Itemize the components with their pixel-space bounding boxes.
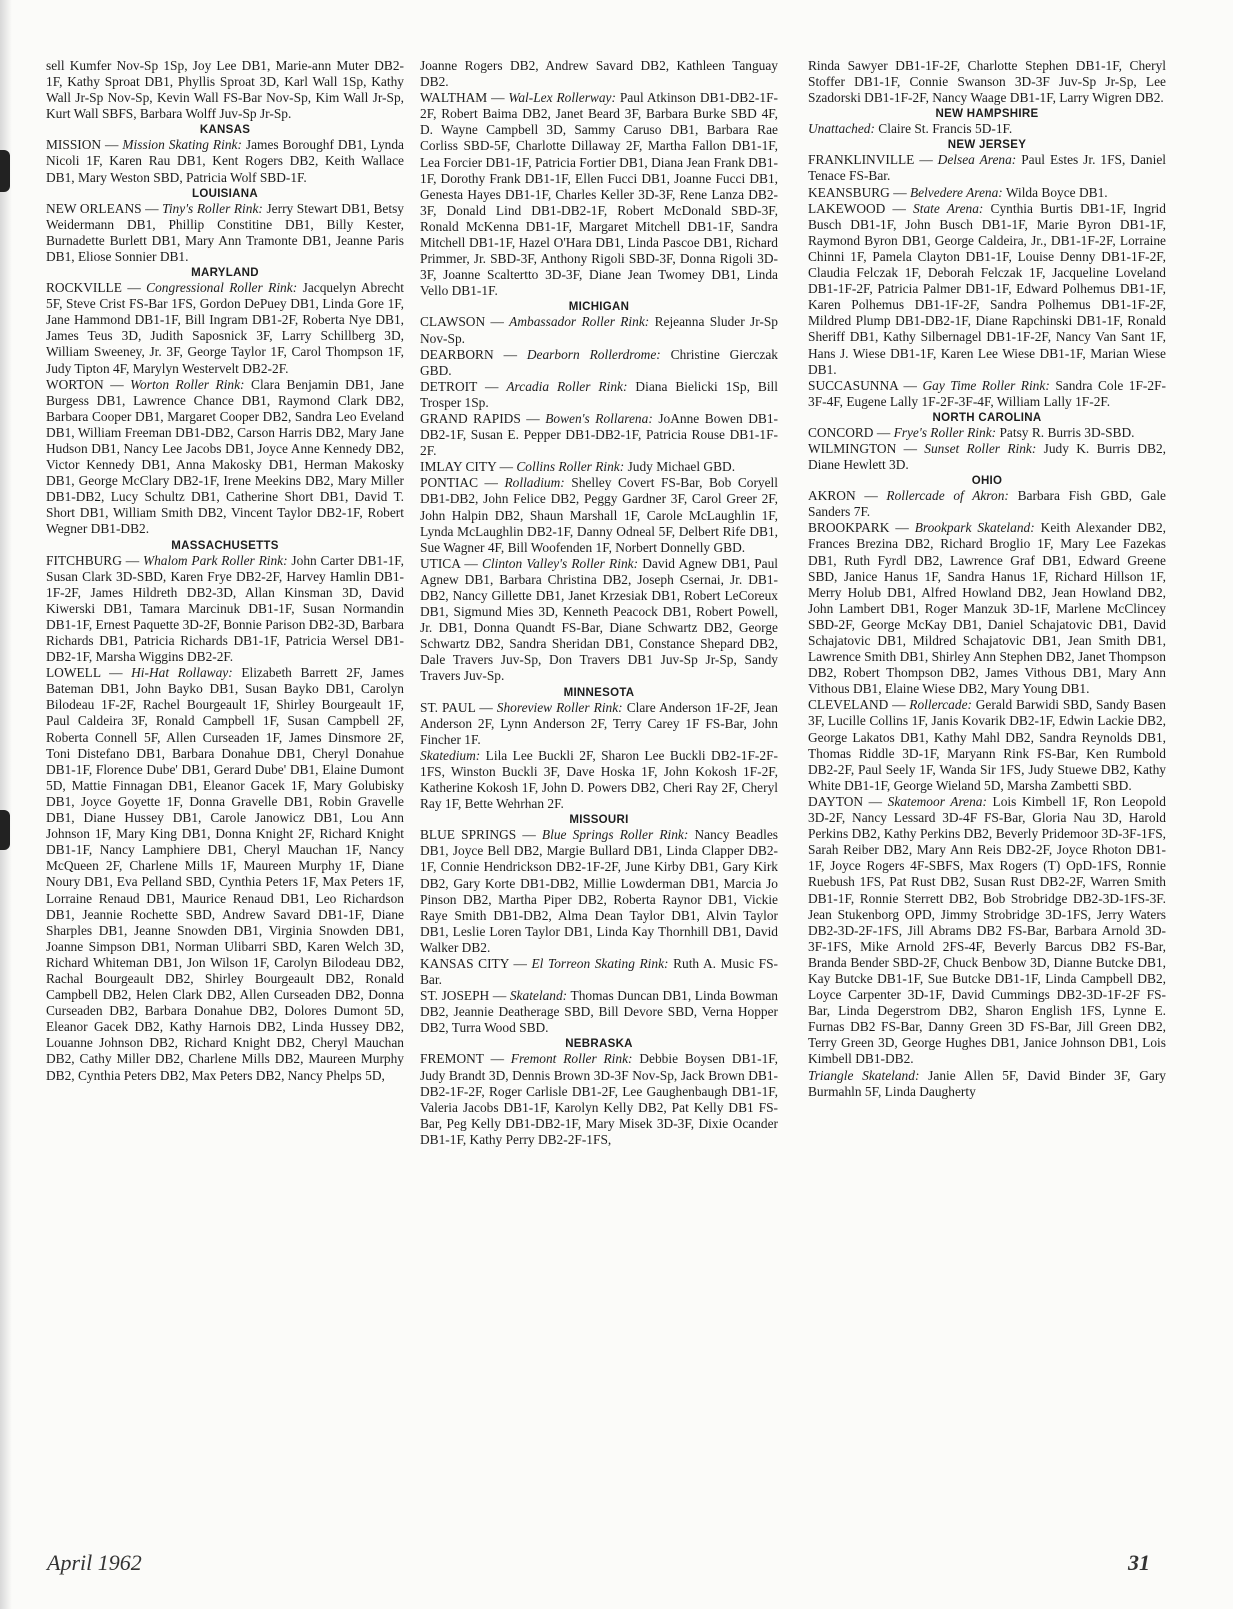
text-column-1 <box>46 58 404 1084</box>
skater-list: Wilda Boyce DB1. <box>1005 184 1108 200</box>
skater-list: Nancy Beadles DB1, Joyce Bell DB2, Margie Bullard DB1, Linda Clapper DB2-1F, Connie Hendrickson DB2-1F-2F, June Kirby DB1, Gary Kirk DB2, Gary Korte DB1-DB2, Millie Lowderman DB1, Marcia Jo Pinson DB2, Martha Piper DB2, Roberta Raynor DB1, Vickie Raye Smith DB1-DB2, Alma Dean Taylor DB1, Alvin Taylor DB1, Leslie Loren Taylor DB1, Linda Kay Thornhill DB1, David Walker DB2. <box>420 827 778 955</box>
state-heading: MASSACHUSETTS <box>171 539 279 552</box>
skater-list: Ruth A. Music FS-Bar. <box>420 955 778 988</box>
skater-list: Janie Allen 5F, David Binder 3F, Gary Burmahln 5F, Linda Daugherty <box>808 1067 1166 1099</box>
city-name: FRANKLINVILLE <box>808 152 915 168</box>
rink-entry: WILMINGTON — Sunset Roller Rink: Judy K. Burris DB2, Diane Hewlett 3D. <box>808 440 1166 473</box>
rink-name: Frye's Roller Rink: <box>893 424 997 440</box>
skater-list: Debbie Boysen DB1-1F, Judy Brandt 3D, Dennis Brown 3D-3F Nov-Sp, Jack Brown DB1-DB2-1F-2F, Roger Carlisle DB1-2F, Lee Gaughenbaugh DB1-1F, Valeria Jacobs DB1-1F, Karolyn Kelly DB2, Pat Kelly DB1 FS-Bar, Peg Kelly DB1-DB2-1F, Mary Misek 3D-3F, Dixie Ocander DB1-1F, Kathy Perry DB2-2F-1FS, <box>420 1051 778 1147</box>
rink-entry: DAYTON — Skatemoor Arena: Lois Kimbell 1F, Ron Leopold 3D-2F, Nancy Lessard 3D-4F FS-Bar, Gloria Nau 3D, Harold Perkins DB2, Kathy Perkins DB2, Beverly Pridemoor 3D-3F-1FS, Sarah Reiber DB2, Mary Ann Reis DB2-2F, Joyce Rhoton DB1-1F, Joyce Rogers 4F-SBFS, Max Rogers (T) OpD-1FS, Ronnie Ruebush 1FS, Pat Rust DB2, Susan Rust DB2-2F, Warren Smith DB1-1F, Ronnie Sterrett DB2, Bob Strobridge DB2-3D-1FS-3F. Jean Stukenborg OPD, Jimmy Strobridge 3D-1FS, Jerry Waters DB2-3D-2F-1FS, Jill Abrams DB2 FS-Bar, Barbara Arnold 3D-3F-1FS, Mike Arnold 2FS-4F, Beverly Barcus DB2 FS-Bar, Branda Bender SBD-2F, Chuck Benbow 3D, Dianne Butcke DB1, Kay Butcke DB1-1F, Sue Butcke DB1-1F, Linda Campbell DB2, Loyce Carpenter 3D-1F, David Cummings DB2-3D-1F-2F FS-Bar, Linda Degerstrom DB2, Sharon English 1FS, Lynne E. Furnas DB2 FS-Bar, Danny Green 3D FS-Bar, Jill Green DB2, Terry Green 3D, George Hughes DB1, Janice Johnson DB1, Lois Kimbell DB1-DB2. <box>808 793 1166 1067</box>
rink-entry: BLUE SPRINGS — Blue Springs Roller Rink: Nancy Beadles DB1, Joyce Bell DB2, Margie Bullard DB1, Linda Clapper DB2-1F, Connie Hendrickson DB2-1F-2F, June Kirby DB1, Gary Kirk DB2, Gary Korte DB1-DB2, Millie Lowderman DB1, Marcia Jo Pinson DB2, Martha Piper DB2, Roberta Raynor DB1, Vickie Raye Smith DB1-DB2, Alma Dean Taylor DB1, Alvin Taylor DB1, Leslie Loren Taylor DB1, Linda Kay Thornhill DB1, David Walker DB2. <box>420 827 778 955</box>
rink-entry: ST. JOSEPH — Skateland: Thomas Duncan DB1, Linda Bowman DB2, Jeannie Deatherage SBD, Bill Devore SBD, Verna Hopper DB2, Turra Wood SBD. <box>420 988 778 1036</box>
rink-name: Worton Roller Rink: <box>130 376 245 392</box>
rink-entry: LAKEWOOD — State Arena: Cynthia Burtis DB1-1F, Ingrid Busch DB1-1F, John Busch DB1-1F, Marie Byron DB1-1F, Raymond Byron DB1, George Caldeira, Jr., DB1-1F-2F, Lorraine Chinni 1F, Pamela Clayton DB1-1F, Louise Denny DB1-1F-2F, Claudia Felczak 1F, Deborah Felczak 1F, Jacqueline Loveland DB1-1F-2F, Patricia Palmer DB1-1F, Edward Polhemus DB1-1F, Karen Polhemus DB1-1F-2F, Sandra Polhemus DB1-1F-2F, Mildred Plump DB1-DB2-1F, Diane Rapchinski DB1-1F, Ronald Sheriff DB1, Kathy Silbernagel DB1-1F-2F, Nancy Van Sant 1F, Hans J. Wiese DB1-1F, Karen Lee Wiese DB1-1F, Marian Wiese DB1. <box>808 200 1166 377</box>
rink-entry: LOWELL — Hi-Hat Rollaway: Elizabeth Barrett 2F, James Bateman DB1, John Bayko DB1, Susan Bayko DB1, Carolyn Bilodeau 1F-2F, Rachel Bourgeault 1F, Shirley Bourgeault 1F, Paul Caldeira 3F, Ronald Campbell 1F, Susan Campbell 2F, Roberta Connell 5F, Allen Curseaden 1F, James Dinsmore 2F, Toni Distefano DB1, Barbara Donahue DB1, Cheryl Donahue DB1-1F, Florence Dube' DB1, Gerard Dube' DB1, Elaine Dumont 5D, Mattie Finnagan DB1, Eleanor Gacek 1F, Mary Golubisky DB1, Joyce Goyette 1F, Donna Gravelle DB1, Robin Gravelle DB1, Diane Hussey DB1, Carole Janowicz DB1, Lou Ann Johnson 1F, Mary King DB1, Donna Knight 2F, Richard Knight DB1-1F, Nancy Lamphiere DB1, Cheryl Mauchan 1F, Nancy McQueen 2F, Charlene Mills 1F, Maureen Murphy 1F, Diane Noury DB1, Eva Pelland SBD, Cynthia Peters 1F, Max Peters 1F, Lorraine Renaud DB1, Maurice Renaud DB1, Leo Richardson DB1, Jeannie Rochette SBD, Andrew Savard DB1-1F, Diane Sharples DB1, Jeanne Snowden DB1, Virginia Snowden DB1, Joanne Simpson DB1, Norman Ulibarri SBD, Karen Welch 3D, Richard Whiteman DB1, Jon Wilson 1F, Carolyn Bilodeau DB2, Rachal Bourgeault DB2, Shirley Bourgeault DB2, Ronald Campbell DB2, Helen Clark DB2, Allen Curseaden DB2, Donna Curseaden DB2, Barbara Donahue DB2, Dolores Dumont 5D, Eleanor Gacek DB2, Kathy Harnois DB2, Linda Hussey DB2, Louanne Johnson DB2, Richard Knight DB2, Cheryl Mauchan DB2, Cathy Miller DB2, Charlene Mills DB2, Maureen Murphy DB2, Cynthia Peters DB2, Max Peters DB2, Nancy Phelps 5D, <box>46 665 404 1083</box>
city-name: WORTON <box>46 376 104 392</box>
rink-name: Rollercade of Akron: <box>886 488 1009 504</box>
city-name: CLAWSON <box>420 314 486 330</box>
roster-continuation: Rinda Sawyer DB1-1F-2F, Charlotte Stephen DB1-1F, Cheryl Stoffer DB1-1F, Connie Swanson 3D-3F Juv-Sp Jr-Sp, Lee Szadorski DB1-1F-2F, Nancy Waage DB1-1F, Larry Wigren DB2. <box>808 58 1166 106</box>
rink-name: Whalom Park Roller Rink: <box>142 552 288 568</box>
rink-entry: DETROIT — Arcadia Roller Rink: Diana Bielicki 1Sp, Bill Trosper 1Sp. <box>420 378 778 410</box>
rink-name: Mission Skating Rink: <box>122 137 242 153</box>
rink-entry: WORTON — Worton Roller Rink: Clara Benjamin DB1, Jane Burgess DB1, Lawrence Chance DB1, Raymond Clark DB2, Barbara Cooper DB1, Margaret Cooper DB2, Sandra Leo Eveland DB1, William Freeman DB1-DB2, Carson Harris DB2, Mary Jane Hudson DB1, Nancy Lee Jacobs DB1, Joyce Anne Kennedy DB2, Victor Kennedy DB1, Anna Makosky DB1, Herman Makosky DB1, George McClary DB2-1F, Irene Meekins DB2, Mary Miller DB1-DB2, Lucy Schultz DB1, Catherine Short DB1, David T. Short DB1, William Smith DB2, Vincent Taylor DB2-1F, Robert Wegner DB1-DB2. <box>46 376 404 537</box>
binding-hole <box>0 150 10 192</box>
state-heading: MARYLAND <box>191 267 259 280</box>
binding-hole <box>0 810 10 850</box>
rink-name: Bowen's Rollarena: <box>545 410 653 426</box>
city-name: DETROIT <box>420 378 478 394</box>
text-column-3 <box>808 58 1166 1100</box>
city-name: GRAND RAPIDS <box>420 410 521 426</box>
rink-entry: MISSION — Mission Skating Rink: James Boroughf DB1, Lynda Nicoli 1F, Karen Rau DB1, Kent Rogers DB2, Keith Wallace DB1, Mary Weston SBD, Patricia Wolf SBD-1F. <box>46 137 404 185</box>
city-name: IMLAY CITY <box>420 459 497 475</box>
state-heading: KANSAS <box>199 124 251 137</box>
skater-list: Diana Bielicki 1Sp, Bill Trosper 1Sp. <box>420 378 778 410</box>
issue-date: April 1962 <box>47 1550 142 1575</box>
rink-entry: SUCCASUNNA — Gay Time Roller Rink: Sandra Cole 1F-2F-3F-4F, Eugene Lally 1F-2F-3F-4F, William Lally 1F-2F. <box>808 377 1166 409</box>
city-name: CLEVELAND <box>808 697 889 713</box>
city-name: NEW ORLEANS <box>46 200 142 216</box>
rink-entry: KANSAS CITY — El Torreon Skating Rink: Ruth A. Music FS-Bar. <box>420 955 778 988</box>
rink-name: Rollercade: <box>909 697 972 713</box>
rink-name: Hi-Hat Rollaway: <box>131 665 233 681</box>
city-name: WILMINGTON <box>808 440 897 456</box>
skater-list: Clare Anderson 1F-2F, Jean Anderson 2F, Lynn Anderson 2F, Terry Carey 1F FS-Bar, John Fincher 1F. <box>420 699 778 747</box>
state-heading: NEW JERSEY <box>947 139 1027 152</box>
rink-entry: PONTIAC — Rolladium: Shelley Covert FS-Bar, Bob Coryell DB1-DB2, John Felice DB2, Peggy Gardner 3F, Carol Greer 2F, John Halpin DB2, Shaun Marshall 1F, Carole McLaughlin 1F, Lynda McLaughlin DB2-1F, Danny Odneal 5F, Delbert Rife DB1, Sue Wagner 4F, Bill Woofenden 1F, Norbert Donnelly GBD. <box>420 475 778 555</box>
rink-entry: AKRON — Rollercade of Akron: Barbara Fish GBD, Gale Sanders 7F. <box>808 488 1166 520</box>
skater-list: Paul Estes Jr. 1FS, Daniel Tenace FS-Bar. <box>808 152 1166 184</box>
rink-name: Tiny's Roller Rink: <box>162 200 263 216</box>
skater-list: Cynthia Burtis DB1-1F, Ingrid Busch DB1-1F, John Busch DB1-1F, Marie Byron DB1-1F, Raymond Byron DB1, George Caldeira, Jr., DB1-1F-2F, Lorraine Chinni 1F, Pamela Clayton DB1-1F, Louise Denny DB1-1F-2F, Claudia Felczak 1F, Deborah Felczak 1F, Jacqueline Loveland DB1-1F-2F, Patricia Palmer DB1-1F, Edward Polhemus DB1-1F, Karen Polhemus DB1-1F-2F, Sandra Polhemus DB1-1F-2F, Mildred Plump DB1-DB2-1F, Diane Rapchinski DB1-1F, Ronald Sheriff DB1, Kathy Silbernagel DB1-1F-2F, Nancy Van Sant 1F, Hans J. Wiese DB1-1F, Karen Lee Wiese DB1-1F, Marian Wiese DB1. <box>808 200 1166 377</box>
state-heading: NEW HAMPSHIRE <box>935 108 1039 121</box>
rink-name: Ambassador Roller Rink: <box>509 314 650 330</box>
rink-entry <box>808 121 1166 137</box>
rink-name: Skatemoor Arena: <box>887 793 987 809</box>
skater-list: John Carter DB1-1F, Susan Clark 3D-SBD, Karen Frye DB2-2F, Harvey Hamlin DB1-1F-2F, James Hildreth DB2-3D, Allan Kinsman 3D, David Kiwerski DB1, Tamara Marcinuk DB1-1F, Susan Normandin DB1-1F, Ernest Paquette 3D-2F, Bonnie Parison DB2-3D, Barbara Richards DB1, Patricia Richards DB1-1F, Patricia Wersel DB1-DB2-1F, Marsha Wiggins DB2-2F. <box>46 552 404 665</box>
skater-list: Judy Michael GBD. <box>627 459 736 475</box>
page-number: 31 <box>1128 1550 1150 1575</box>
page-edge-shadow <box>0 0 12 1609</box>
skater-list: James Boroughf DB1, Lynda Nicoli 1F, Karen Rau DB1, Kent Rogers DB2, Keith Wallace DB1, Mary Weston SBD, Patricia Wolf SBD-1F. <box>46 137 404 185</box>
city-name: MISSION <box>46 137 102 153</box>
rink-entry: FITCHBURG — Whalom Park Roller Rink: John Carter DB1-1F, Susan Clark 3D-SBD, Karen Frye DB2-2F, Harvey Hamlin DB1-1F-2F, James Hildreth DB2-3D, Allan Kinsman 3D, David Kiwerski DB1, Tamara Marcinuk DB1-1F, Susan Normandin DB1-1F, Ernest Paquette 3D-2F, Bonnie Parison DB2-3D, Barbara Richards DB1, Patricia Richards DB1-1F, Patricia Wersel DB1-DB2-1F, Marsha Wiggins DB2-2F. <box>46 552 404 665</box>
skater-list: Judy K. Burris DB2, Diane Hewlett 3D. <box>808 440 1166 473</box>
skater-list: Barbara Fish GBD, Gale Sanders 7F. <box>808 488 1166 520</box>
rink-entry: CLAWSON — Ambassador Roller Rink: Rejeanna Sluder Jr-Sp Nov-Sp. <box>420 314 778 346</box>
rink-entry: CONCORD — Frye's Roller Rink: Patsy R. Burris 3D-SBD. <box>808 424 1135 440</box>
city-name: FREMONT <box>420 1051 484 1067</box>
rink-name: Blue Springs Roller Rink: <box>541 827 689 843</box>
rink-name: Triangle Skateland: <box>808 1067 920 1083</box>
rink-entry: ROCKVILLE — Congressional Roller Rink: Jacquelyn Abrecht 5F, Steve Crist FS-Bar 1FS, Gordon DePuey DB1, Linda Gore 1F, Jane Hammond DB1-1F, Bill Ingram DB1-2F, Roberta Nye DB1, James Teus 3D, Judith Saposnick 3F, Larry Schillberg 3D, William Sweeney, Jr. 3F, George Taylor 1F, Carol Thompson 1F, Judy Tipton 4F, Marylyn Westervelt DB2-2F. <box>46 280 405 376</box>
rink-name: Skatedium: <box>420 747 481 763</box>
city-name: BROOKPARK <box>808 520 890 536</box>
skater-list: Keith Alexander DB2, Frances Brezina DB2, Richard Broglio 1F, Mary Lee Fazekas DB1, Ruth Fyrdl DB2, Lawrence Graf DB1, Edward Greene SBD, Janice Hanus 1F, Sandra Hanus 1F, Richard Hillson 1F, Merry Holub DB1, Alfred Howland DB2, Jean Howland DB2, John Lambert DB1, Roger Manzuk 3D-1F, Marlene McClincey SBD-2F, George McKay DB1, Daniel Schajatovic DB1, David Schajatovic DB1, Mildred Schajatovic DB1, Jean Smith DB1, Lawrence Smith DB1, Shirley Ann Stephen DB2, Janet Thompson DB2, Robert Thompson DB2, James Vithous DB1, Mary Ann Vithous DB1, Elaine Wiese DB2, Mary Young DB1. <box>808 520 1166 697</box>
rink-entry <box>420 748 778 812</box>
rink-name: Clinton Valley's Roller Rink: <box>481 555 639 571</box>
city-name: DEARBORN <box>420 346 494 362</box>
rink-entry: KEANSBURG — Belvedere Arena: Wilda Boyce DB1. <box>808 184 1108 200</box>
rink-name: Wal-Lex Rollerway: <box>508 90 616 106</box>
state-heading: MISSOURI <box>569 814 629 827</box>
skater-list: Lila Lee Buckli 2F, Sharon Lee Buckli DB2-1F-2F-1FS, Winston Buckli 3F, Dave Hoska 1F, John Kokosh 1F-2F, Katherine Kokosh 1F, John D. Powers DB2, Cheri Ray 2F, Cheryl Ray 1F, Bette Wehrhan 2F. <box>420 747 778 812</box>
city-name: UTICA <box>420 555 461 571</box>
skater-list: Gerald Barwidi SBD, Sandy Basen 3F, Lucille Collins 1F, Janis Kovarik DB2-1F, Edwin Lackie DB2, George Lakatos DB1, Kathy Mahl DB2, Sandra Reynolds DB1, Thomas Riddle 3D-1F, Maryann Rink FS-Bar, Ken Rumbold DB2-2F, Paul Seely 1F, Wanda Sir 1FS, Judy Stuewe DB2, Kathy White DB1-1F, George Wieland 5D, Marsha Zambetti SBD. <box>808 697 1166 793</box>
rink-entry: FRANKLINVILLE — Delsea Arena: Paul Estes Jr. 1FS, Daniel Tenace FS-Bar. <box>808 152 1166 184</box>
skater-list: Claire St. Francis 5D-1F. <box>878 121 1013 137</box>
city-name: BLUE SPRINGS <box>420 827 517 843</box>
rink-name: Rolladium: <box>504 475 565 491</box>
skater-list: Sandra Cole 1F-2F-3F-4F, Eugene Lally 1F-2F-3F-4F, William Lally 1F-2F. <box>808 377 1166 409</box>
city-name: DAYTON <box>808 793 864 809</box>
rink-entry: WALTHAM — Wal-Lex Rollerway: Paul Atkinson DB1-DB2-1F-2F, Robert Baima DB2, Janet Beard 3F, Barbara Burke SBD 4F, D. Wayne Campbell 3D, Sammy Caruso DB1, Barbara Rae Corliss SBD-5F, Charlotte Dillaway 2F, Martha Fallon DB1-1F, Lea Forcier DB1-1F, Patricia Fortier DB1, Diana Jean Frank DB1-1F, Dorothy Frank DB1-1F, Ellen Fucci DB1, Joanne Fucci DB1, Genesta Hayes DB1-1F, Charles Keller 3D-3F, Rene Lanza DB2-3F, Donald Lind DB1-DB2-1F, Robert McDonald SBD-3F, Ronald McKenna DB1-1F, Margaret Mitchell DB1-1F, Sandra Mitchell DB1-1F, Hazel O'Hara DB1, Linda Pascoe DB1, Richard Primmer, Jr. SBD-3F, Anthony Rigoli SBD-3F, Donna Rigoli 3D-3F, Joanne Scaltertto 3D-3F, Diane Jean Twomey DB1, Linda Vello DB1-1F. <box>420 90 778 299</box>
city-name: KEANSBURG <box>808 184 890 200</box>
rink-name: Delsea Arena: <box>937 152 1017 168</box>
rink-entry: UTICA — Clinton Valley's Roller Rink: David Agnew DB1, Paul Agnew DB1, Barbara Christina DB2, Joseph Csernai, Jr. DB1-DB2, Nancy Gillette DB1, Janet Krzesiak DB1, Robert LeCoreux DB1, Sigmund Mies 3D, Kenneth Peacock DB1, Robert Powell, Jr. DB1, Donna Quandt FS-Bar, Diane Schwartz DB2, George Schwartz DB2, Sandra Sheridan DB1, Constance Shepard DB2, Dale Travers Juv-Sp, Don Travers DB1 Juv-Sp Jr-Sp, Sandy Travers Juv-Sp. <box>420 555 778 684</box>
skater-list: Patsy R. Burris 3D-SBD. <box>999 424 1135 440</box>
rink-name: State Arena: <box>913 200 984 216</box>
rink-entry <box>808 1068 1166 1100</box>
city-name: WALTHAM <box>420 90 488 106</box>
roster-continuation: Joanne Rogers DB2, Andrew Savard DB2, Kathleen Tanguay DB2. <box>420 58 778 90</box>
city-name: LAKEWOOD <box>808 200 886 216</box>
rink-name: Brookpark Skateland: <box>914 520 1035 536</box>
rink-name: Fremont Roller Rink: <box>510 1051 633 1067</box>
city-name: ST. JOSEPH <box>420 988 490 1004</box>
rink-entry: ST. PAUL — Shoreview Roller Rink: Clare Anderson 1F-2F, Jean Anderson 2F, Lynn Anderson 2F, Terry Carey 1F FS-Bar, John Fincher 1F. <box>420 699 778 747</box>
skater-list: Clara Benjamin DB1, Jane Burgess DB1, Lawrence Chance DB1, Raymond Clark DB2, Barbara Cooper DB1, Margaret Cooper DB2, Sandra Leo Eveland DB1, William Freeman DB1-DB2, Carson Harris DB2, Mary Jane Hudson DB1, Nancy Lee Jacobs DB1, Joyce Anne Kennedy DB2, Victor Kennedy DB1, Anna Makosky DB1, Herman Makosky DB1, George McClary DB2-1F, Irene Meekins DB2, Mary Miller DB1-DB2, Lucy Schultz DB1, Catherine Short DB1, David T. Short DB1, William Smith DB2, Vincent Taylor DB2-1F, Robert Wegner DB1-DB2. <box>46 376 404 537</box>
rink-name: Collins Roller Rink: <box>516 459 625 475</box>
skater-list: Thomas Duncan DB1, Linda Bowman DB2, Jeannie Deatherage SBD, Bill Devore SBD, Verna Hopper DB2, Turra Wood SBD. <box>420 988 778 1036</box>
city-name: LOWELL <box>46 665 101 681</box>
rink-entry: NEW ORLEANS — Tiny's Roller Rink: Jerry Stewart DB1, Betsy Weidermann DB1, Phillip Constitine DB1, Billy Kester, Burnadette Burlett DB1, Mary Ann Tramonte DB1, Jeanne Paris DB1, Eliose Sonnier DB1. <box>46 200 405 264</box>
rink-entry: BROOKPARK — Brookpark Skateland: Keith Alexander DB2, Frances Brezina DB2, Richard Broglio 1F, Mary Lee Fazekas DB1, Ruth Fyrdl DB2, Lawrence Graf DB1, Edward Greene SBD, Janice Hanus 1F, Sandra Hanus 1F, Richard Hillson 1F, Merry Holub DB1, Alfred Howland DB2, Jean Howland DB2, John Lambert DB1, Roger Manzuk 3D-1F, Marlene McClincey SBD-2F, George McKay DB1, Daniel Schajatovic DB1, David Schajatovic DB1, Mildred Schajatovic DB1, Jean Smith DB1, Lawrence Smith DB1, Shirley Ann Stephen DB2, Janet Thompson DB2, Robert Thompson DB2, James Vithous DB1, Mary Ann Vithous DB1, Elaine Wiese DB2, Mary Young DB1. <box>808 520 1166 697</box>
roster-continuation: sell Kumfer Nov-Sp 1Sp, Joy Lee DB1, Marie-ann Muter DB2-1F, Kathy Sproat DB1, Phyllis Sproat 3D, Karl Wall 1Sp, Kathy Wall Jr-Sp Nov-Sp, Kevin Wall FS-Bar Nov-Sp, Kim Wall Jr-Sp, Kurt Wall SBFS, Barbara Wolff Juv-Sp Jr-Sp. <box>46 58 404 122</box>
rink-name: Unattached: <box>808 121 875 137</box>
skater-list: Shelley Covert FS-Bar, Bob Coryell DB1-DB2, John Felice DB2, Peggy Gardner 3F, Carol Greer 2F, John Halpin DB2, Shaun Marshall 1F, Carole McLaughlin 1F, Lynda McLaughlin DB2-1F, Danny Odneal 5F, Delbert Rife DB1, Sue Wagner 4F, Bill Woofenden 1F, Norbert Donnelly GBD. <box>420 475 778 555</box>
state-heading: MINNESOTA <box>563 686 635 699</box>
rink-entry: GRAND RAPIDS — Bowen's Rollarena: JoAnne Bowen DB1-DB2-1F, Susan E. Pepper DB1-DB2-1F, Patricia Rouse DB1-1F-2F. <box>420 410 778 459</box>
rink-name: Congressional Roller Rink: <box>146 280 298 296</box>
skater-list: JoAnne Bowen DB1-DB2-1F, Susan E. Pepper DB1-DB2-1F, Patricia Rouse DB1-1F-2F. <box>420 410 778 459</box>
skater-list: Jerry Stewart DB1, Betsy Weidermann DB1, Phillip Constitine DB1, Billy Kester, Burnadette Burlett DB1, Mary Ann Tramonte DB1, Jeanne Paris DB1, Eliose Sonnier DB1. <box>46 200 405 264</box>
rink-entry: DEARBORN — Dearborn Rollerdrome: Christine Gierczak GBD. <box>420 346 778 378</box>
skater-list: Lois Kimbell 1F, Ron Leopold 3D-2F, Nancy Lessard 3D-4F FS-Bar, Gloria Nau 3D, Harold Perkins DB2, Kathy Perkins DB2, Beverly Pridemoor 3D-3F-1FS, Sarah Reiber DB2, Mary Ann Reis DB2-2F, Joyce Rhoton DB1-1F, Joyce Rogers 4F-SBFS, Max Rogers (T) OpD-1FS, Ronnie Ruebush 1FS, Pat Rust DB2, Susan Rust DB2-2F, Warren Smith DB1-1F, Ronnie Sterrett DB2, Bob Strobridge DB2-3D-1FS-3F. Jean Stukenborg OPD, Jimmy Strobridge 3D-1FS, Jerry Waters DB2-3D-2F-1FS, Jill Abrams DB2 FS-Bar, Barbara Arnold 3D-3F-1FS, Mike Arnold 2FS-4F, Beverly Barcus DB2 FS-Bar, Branda Bender SBD-2F, Chuck Benbow 3D, Dianne Butcke DB1, Kay Butcke DB1-1F, Sue Butcke DB1-1F, Linda Campbell DB2, Loyce Carpenter 3D-1F, David Cummings DB2-3D-1F-2F FS-Bar, Linda Degerstrom DB2, Sharon English 1FS, Lynne E. Furnas DB2 FS-Bar, Danny Green 3D FS-Bar, Jill Green DB2, Terry Green 3D, George Hughes DB1, Janice Johnson DB1, Lois Kimbell DB1-DB2. <box>808 793 1166 1067</box>
state-heading: LOUISIANA <box>192 187 258 200</box>
state-heading: OHIO <box>971 475 1003 488</box>
rink-entry: IMLAY CITY — Collins Roller Rink: Judy Michael GBD. <box>420 459 736 475</box>
city-name: CONCORD <box>808 424 874 440</box>
state-heading: NORTH CAROLINA <box>932 411 1042 424</box>
city-name: AKRON <box>808 488 856 504</box>
skater-list: Jacquelyn Abrecht 5F, Steve Crist FS-Bar 1FS, Gordon DePuey DB1, Linda Gore 1F, Jane Hammond DB1-1F, Bill Ingram DB1-2F, Roberta Nye DB1, James Teus 3D, Judith Saposnick 3F, Larry Schillberg 3D, William Sweeney, Jr. 3F, George Taylor 1F, Carol Thompson 1F, Judy Tipton 4F, Marylyn Westervelt DB2-2F. <box>46 280 405 376</box>
skater-list: David Agnew DB1, Paul Agnew DB1, Barbara Christina DB2, Joseph Csernai, Jr. DB1-DB2, Nancy Gillette DB1, Janet Krzesiak DB1, Robert LeCoreux DB1, Sigmund Mies 3D, Kenneth Peacock DB1, Robert Powell, Jr. DB1, Donna Quandt FS-Bar, Diane Schwartz DB2, George Schwartz DB2, Sandra Sheridan DB1, Constance Shepard DB2, Dale Travers Juv-Sp, Don Travers DB1 Juv-Sp Jr-Sp, Sandy Travers Juv-Sp. <box>420 555 778 684</box>
rink-name: Sunset Roller Rink: <box>924 440 1037 456</box>
city-name: FITCHBURG <box>46 552 122 568</box>
rink-name: Belvedere Arena: <box>909 184 1003 200</box>
skater-list: Rejeanna Sluder Jr-Sp Nov-Sp. <box>420 314 778 346</box>
skater-list: Paul Atkinson DB1-DB2-1F-2F, Robert Baima DB2, Janet Beard 3F, Barbara Burke SBD 4F, D. Wayne Campbell 3D, Sammy Caruso DB1, Barbara Rae Corliss SBD-5F, Charlotte Dillaway 2F, Martha Fallon DB1-1F, Lea Forcier DB1-1F, Patricia Fortier DB1, Diana Jean Frank DB1-1F, Dorothy Frank DB1-1F, Ellen Fucci DB1, Joanne Fucci DB1, Genesta Hayes DB1-1F, Charles Keller 3D-3F, Rene Lanza DB2-3F, Donald Lind DB1-DB2-1F, Robert McDonald SBD-3F, Ronald McKenna DB1-1F, Margaret Mitchell DB1-1F, Sandra Mitchell DB1-1F, Hazel O'Hara DB1, Linda Pascoe DB1, Richard Primmer, Jr. SBD-3F, Anthony Rigoli SBD-3F, Donna Rigoli 3D-3F, Joanne Scaltertto 3D-3F, Diane Jean Twomey DB1, Linda Vello DB1-1F. <box>420 90 778 299</box>
rink-entry: CLEVELAND — Rollercade: Gerald Barwidi SBD, Sandy Basen 3F, Lucille Collins 1F, Janis Kovarik DB2-1F, Edwin Lackie DB2, George Lakatos DB1, Kathy Mahl DB2, Sandra Reynolds DB1, Thomas Riddle 3D-1F, Maryann Rink FS-Bar, Ken Rumbold DB2-2F, Paul Seely 1F, Wanda Sir 1FS, Judy Stuewe DB2, Kathy White DB1-1F, George Wieland 5D, Marsha Zambetti SBD. <box>808 697 1166 793</box>
city-name: SUCCASUNNA <box>808 377 899 393</box>
skater-list: Christine Gierczak GBD. <box>420 346 778 378</box>
rink-name: Gay Time Roller Rink: <box>922 377 1050 393</box>
city-name: KANSAS CITY <box>420 955 509 971</box>
rink-name: El Torreon Skating Rink: <box>531 955 669 971</box>
rink-name: Shoreview Roller Rink: <box>496 699 623 715</box>
state-heading: NEBRASKA <box>565 1038 633 1051</box>
state-heading: MICHIGAN <box>568 301 630 314</box>
city-name: ST. PAUL <box>420 699 476 715</box>
rink-entry: FREMONT — Fremont Roller Rink: Debbie Boysen DB1-1F, Judy Brandt 3D, Dennis Brown 3D-3F Nov-Sp, Jack Brown DB1-DB2-1F-2F, Roger Carlisle DB1-2F, Lee Gaughenbaugh DB1-1F, Valeria Jacobs DB1-1F, Karolyn Kelly DB2, Pat Kelly DB1 FS-Bar, Peg Kelly DB1-DB2-1F, Mary Misek 3D-3F, Dixie Ocander DB1-1F, Kathy Perry DB2-2F-1FS, <box>420 1051 778 1147</box>
rink-name: Skateland: <box>509 988 568 1004</box>
rink-name: Dearborn Rollerdrome: <box>526 346 661 362</box>
city-name: ROCKVILLE <box>46 280 122 296</box>
text-column-2 <box>420 58 778 1148</box>
skater-list: Elizabeth Barrett 2F, James Bateman DB1, John Bayko DB1, Susan Bayko DB1, Carolyn Bilodeau 1F-2F, Rachel Bourgeault 1F, Shirley Bourgeault 1F, Paul Caldeira 3F, Ronald Campbell 1F, Susan Campbell 2F, Roberta Connell 5F, Allen Curseaden 1F, James Dinsmore 2F, Toni Distefano DB1, Barbara Donahue DB1, Cheryl Donahue DB1-1F, Florence Dube' DB1, Gerard Dube' DB1, Elaine Dumont 5D, Mattie Finnagan DB1, Eleanor Gacek 1F, Mary Golubisky DB1, Joyce Goyette 1F, Donna Gravelle DB1, Robin Gravelle DB1, Diane Hussey DB1, Carole Janowicz DB1, Lou Ann Johnson 1F, Mary King DB1, Donna Knight 2F, Richard Knight DB1-1F, Nancy Lamphiere DB1, Cheryl Mauchan 1F, Nancy McQueen 2F, Charlene Mills 1F, Maureen Murphy 1F, Diane Noury DB1, Eva Pelland SBD, Cynthia Peters 1F, Max Peters 1F, Lorraine Renaud DB1, Maurice Renaud DB1, Leo Richardson DB1, Jeannie Rochette SBD, Andrew Savard DB1-1F, Diane Sharples DB1, Jeanne Snowden DB1, Virginia Snowden DB1, Joanne Simpson DB1, Norman Ulibarri SBD, Karen Welch 3D, Richard Whiteman DB1, Jon Wilson 1F, Carolyn Bilodeau DB2, Rachal Bourgeault DB2, Shirley Bourgeault DB2, Ronald Campbell DB2, Helen Clark DB2, Allen Curseaden DB2, Donna Curseaden DB2, Barbara Donahue DB2, Dolores Dumont 5D, Eleanor Gacek DB2, Kathy Harnois DB2, Linda Hussey DB2, Louanne Johnson DB2, Richard Knight DB2, Cheryl Mauchan DB2, Cathy Miller DB2, Charlene Mills DB2, Maureen Murphy DB2, Cynthia Peters DB2, Max Peters DB2, Nancy Phelps 5D, <box>46 665 404 1083</box>
rink-name: Arcadia Roller Rink: <box>506 378 628 394</box>
city-name: PONTIAC <box>420 475 479 491</box>
